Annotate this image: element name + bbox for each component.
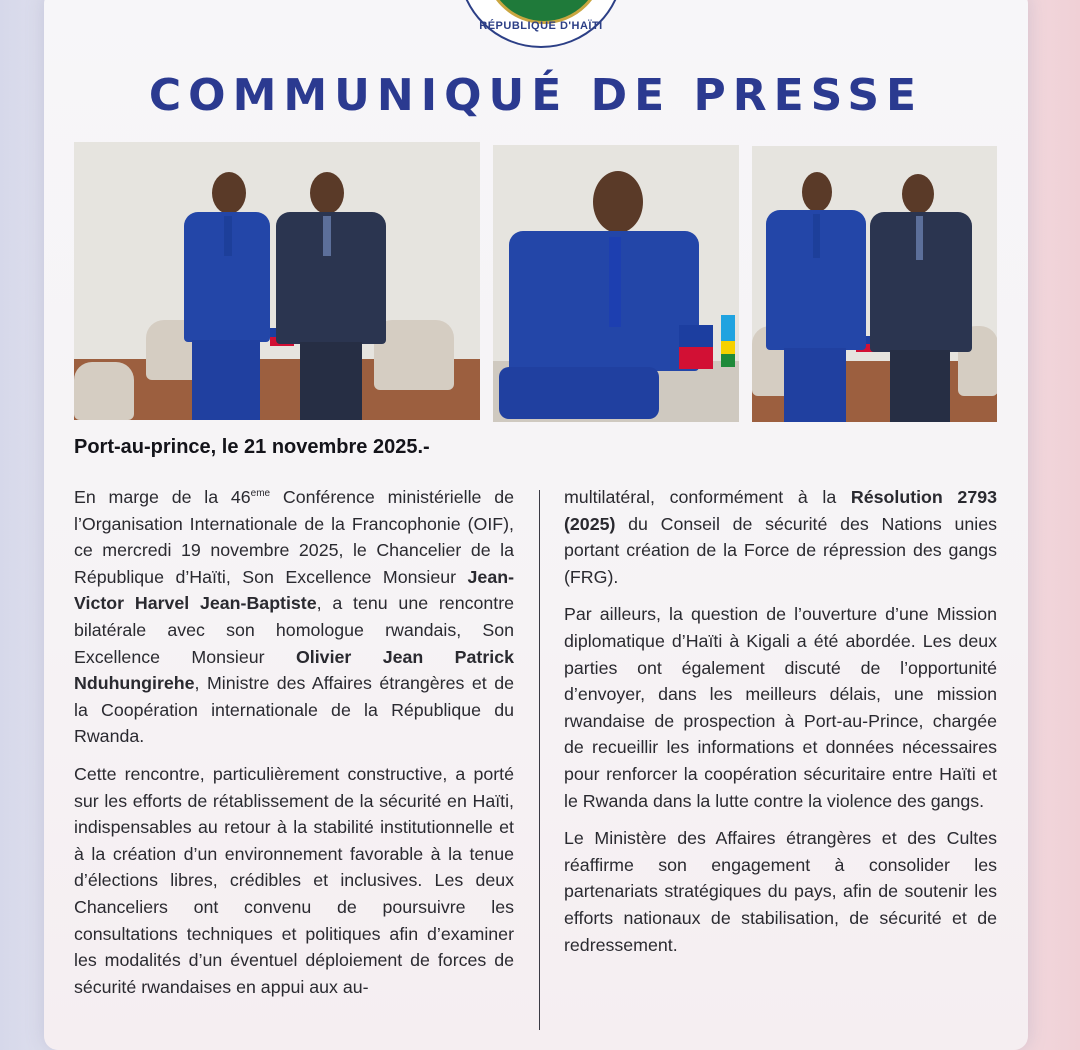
paragraph: En marge de la 46eme Conférence ministérielle de l’Organisation Internationale de la Francophonie (OIF), ce mercredi 19 novembre 2025, le Chancelier de la République d’Haïti, Son Excellence Monsieur Jean-Victor Harvel Jean-Baptiste, a tenu une rencontre bilatérale avec son homologue rwandais, Son Excellence Monsieur Olivier Jean Patrick Nduhungirehe, Ministre des Affaires étrangères et de la Coopération internationale de la République du Rwanda. <box>74 487 515 747</box>
haiti-chancellor-name: Jean-Victor Harvel Jean-Baptiste <box>74 566 514 614</box>
armchair <box>374 320 454 390</box>
haiti-flag <box>679 325 713 369</box>
standing-ministers-photo <box>752 146 997 422</box>
armchair <box>74 362 134 420</box>
paragraph: multilatéral, conformément à la Résolution 2793 (2025) du Conseil de sécurité des Nations unies portant création de la Force de répression des gangs (FRG). <box>564 487 997 587</box>
body-column-right <box>564 484 997 969</box>
handshake-photo <box>74 142 480 420</box>
rwanda-flag <box>721 315 735 367</box>
seated-minister-photo <box>493 145 739 422</box>
resolution-reference: Résolution 2793 (2025) <box>564 487 997 534</box>
rwanda-minister-name: Olivier Jean Patrick Nduhungirehe <box>74 646 514 694</box>
page-title: COMMUNIQUÉ DE PRESSE <box>148 70 924 121</box>
paragraph: Par ailleurs, la question de l’ouverture d’une Mission diplomatique d’Haïti à Kigali a été abordée. Les deux parties ont également discuté de l’opportunité d’envoyer, dans les meilleurs délais, une mission rwandaise de prospection à Port-au-Prince, chargée de recueillir les informations et données nécessaires pour renforcer la coopération sécuritaire entre Haïti et le Rwanda dans la lutte contre la violence des gangs. <box>564 604 997 811</box>
paragraph: Le Ministère des Affaires étrangères et des Cultes réaffirme son engagement à consolider les partenariats stratégiques du pays, afin de soutenir les efforts nationaux de stabilisation, de sécurité et de redressement. <box>564 828 997 955</box>
paragraph: Cette rencontre, particulièrement constructive, a porté sur les efforts de rétablissement de la sécurité en Haïti, indispensables au retour à la stabilité institutionnelle et à la création d’un environnement favorable à la tenue d’élections libres, crédibles et inclusives. Les deux Chanceliers ont convenu de poursuivre les consultations techniques et politiques afin d’examiner les modalités d’un éventuel déploiement de forces de sécurité rwandaises en appui aux au- <box>74 763 514 997</box>
column-divider <box>539 490 540 1030</box>
dateline: Port-au-prince, le 21 novembre 2025.- <box>74 436 430 458</box>
body-column-left <box>74 484 514 1011</box>
seal-text: RÉPUBLIQUE D'HAÏTI <box>479 20 603 32</box>
